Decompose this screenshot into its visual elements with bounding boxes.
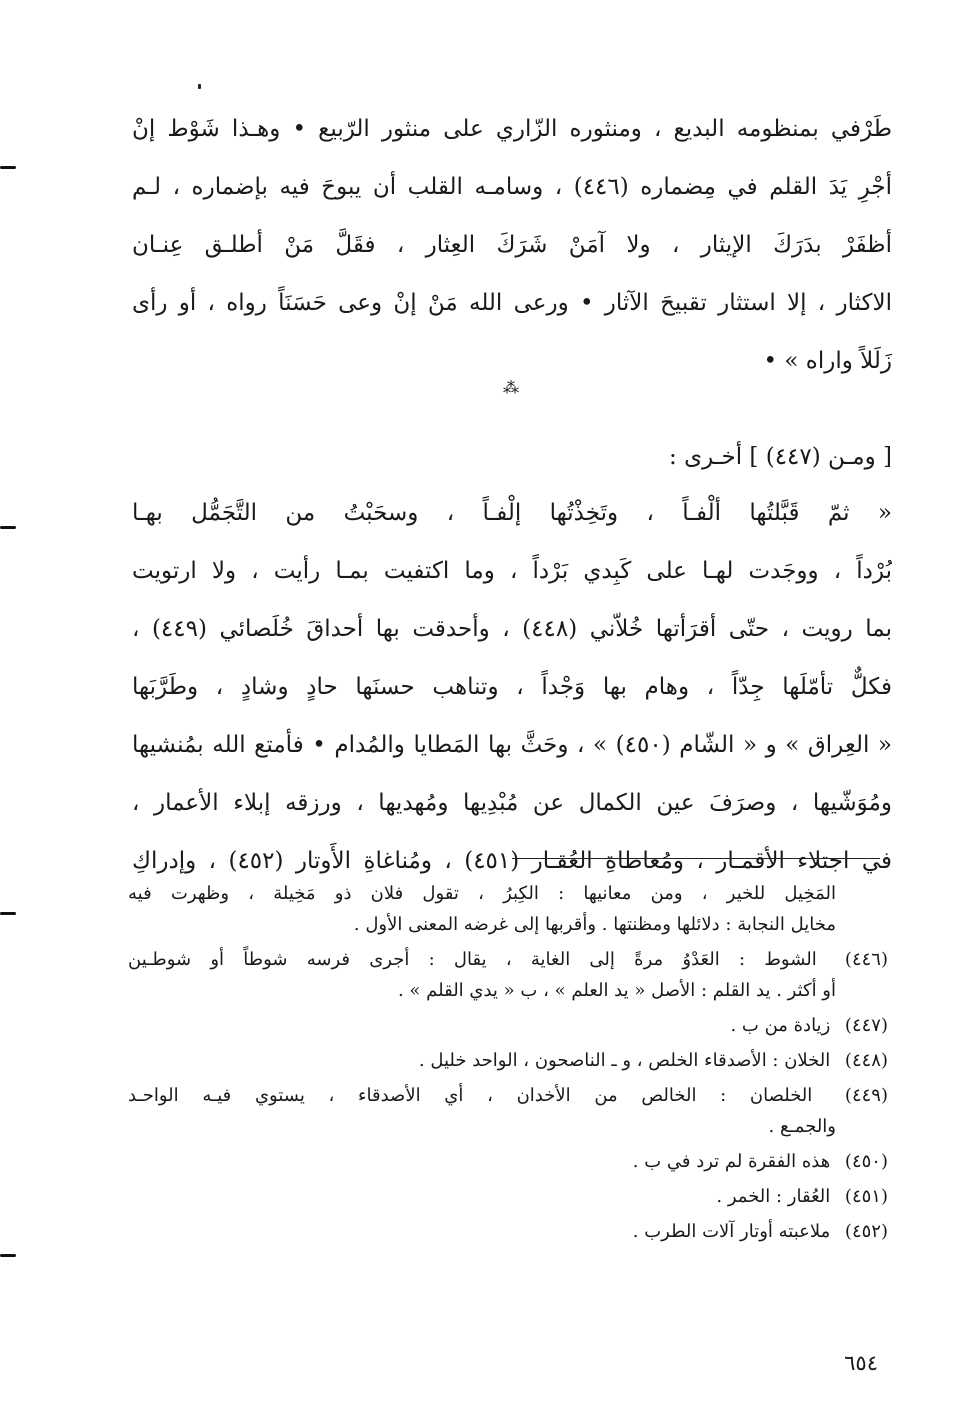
section-separator-stars: ⁂ xyxy=(503,378,517,397)
footnote-452 xyxy=(128,1216,888,1247)
footnote-text: الخلصان : الخالص من الأخدان ، أي الأصدقاء ، يستوي فيـه الواحـد xyxy=(128,1085,813,1106)
body-line: « ثمّ قَبَّلتُها ألْفـاً ، وتَخِذْتُها إلْفـاً ، وسحَبْتُ من التَّجَمُّل بهـا xyxy=(132,500,892,526)
body-line: فكلٌّ تأمّلَها جِدّاً ، وهام بها وَجْداً ، وتناهب حسنَها حادٍ وشادٍ ، وطَرَّبَها xyxy=(132,674,892,700)
body-line: بما رويت ، حتّى أقرَأتها خُلاّني (٤٤٨) ، وأحدقت بها أحداقَ خُلَصائي (٤٤٩) ، xyxy=(132,616,892,642)
footnote-number: (٤٤٨) xyxy=(844,1050,888,1071)
footnote-451 xyxy=(128,1181,888,1212)
footnote-continuation-line: مخايل النجابة : دلائلها ومظنتها . وأقربها إلى غرضه المعنى الأول . xyxy=(353,914,836,935)
footnote-number: (٤٤٩) xyxy=(844,1085,888,1106)
body-line: ومُوَشّيها ، وصرَفَ عين الكمال عن مُبْدِيها ومُهديها ، ورزقه إبلاء الأعمار ، xyxy=(132,790,892,816)
footnote-number: (٤٤٧) xyxy=(844,1015,888,1036)
body-paragraph-2 xyxy=(132,484,892,890)
body-line: َأظفَرْ بدَرَكَ الإيثار ، ولا آمَنْ شَرَكَ العِثار ، فقَلَّ مَنْ أطلـق عِنـان xyxy=(132,232,892,258)
footnote-text: أو أكثر . يد القلم : الأصل « يد العلم » ، ب « يدي القلم » . xyxy=(397,980,836,1001)
footnote-446 xyxy=(128,944,888,975)
edge-mark xyxy=(0,1254,16,1257)
ink-speck xyxy=(198,84,201,89)
footnote-continuation-line: المَخِيل للخير ، ومن معانيها : الكِبرُ ، تقول فلان ذو مَخِيلة ، وظهرت فيه xyxy=(128,883,836,904)
footnote-number: (٤٥١) xyxy=(844,1186,888,1207)
footnote-text: زيادة من ب . xyxy=(730,1015,831,1036)
footnote-448 xyxy=(128,1045,888,1076)
body-line: « العِراق » و « الشّام (٤٥٠) » ، وحَثَّ بها المَطايا والمُدام • فأمتع الله بمُنشيها xyxy=(132,732,892,758)
footnote-divider xyxy=(512,858,880,859)
footnote-text: الخلان : الأصدقاء الخلص ، و ـ الناصحون ، الواحد خليل . xyxy=(418,1050,831,1071)
body-line: الاكثار ، إلا استثار تقبيحَ الآثار • ورعى الله مَنْ إنْ وعى حَسَنَاً رواه ، أو رأى xyxy=(132,290,892,316)
footnote-447 xyxy=(128,1010,888,1041)
footnote-text: الشوط : العَدْوُ مرةً إلى الغاية ، يقال : أجرى فرسه شوطاً أو شوطـين xyxy=(128,949,817,970)
footnote-number: (٤٥٠) xyxy=(844,1151,888,1172)
page-number: ٦٥٤ xyxy=(844,1351,878,1375)
footnote-450 xyxy=(128,1146,888,1177)
footnote-text: هذه الفقرة لم ترد في ب . xyxy=(632,1151,831,1172)
footnotes xyxy=(128,878,888,1247)
footnote-text: والجمـع . xyxy=(768,1116,836,1137)
footnote-text: ملاعبته أوتار آلات الطرب . xyxy=(632,1221,831,1242)
footnote-text: العُقار : الخمر . xyxy=(716,1186,831,1207)
section-heading: [ ومـن (٤٤٧) ] أخـرى : xyxy=(669,444,892,470)
edge-mark xyxy=(0,526,16,529)
body-line: زَلَلاً واراه » • xyxy=(763,348,892,374)
footnote-449 xyxy=(128,1080,888,1111)
body-line: في اجتلاء الأقمـار ، ومُعاطاةِ العُقـار (٤٥١) ، ومُناغاةِ الأَوتار (٤٥٢) ، وإدراكِ xyxy=(132,848,892,874)
body-line: طَرْفي بمنظومه البديع ، ومنثوره الزّاري على منثور الرّبيع • وهـذا شَوْط إنْ xyxy=(132,116,892,142)
body-line: ُأجْرِ يَدَ القلم في مِضماره (٤٤٦) ، وسامـه القلب أن يبوحَ فيه بإضماره ، لـم xyxy=(132,174,892,200)
body-line: بُرْداً ، ووجَدت لهـا على كَبِدي بَرْداً ، وما اكتفيت بمـا رأيت ، ولا ارتويت xyxy=(132,558,892,584)
footnote-number: (٤٥٢) xyxy=(844,1221,888,1242)
footnote-number: (٤٤٦) xyxy=(844,949,888,970)
body-paragraph-1 xyxy=(132,100,892,390)
edge-mark xyxy=(0,166,16,169)
edge-mark xyxy=(0,912,16,915)
